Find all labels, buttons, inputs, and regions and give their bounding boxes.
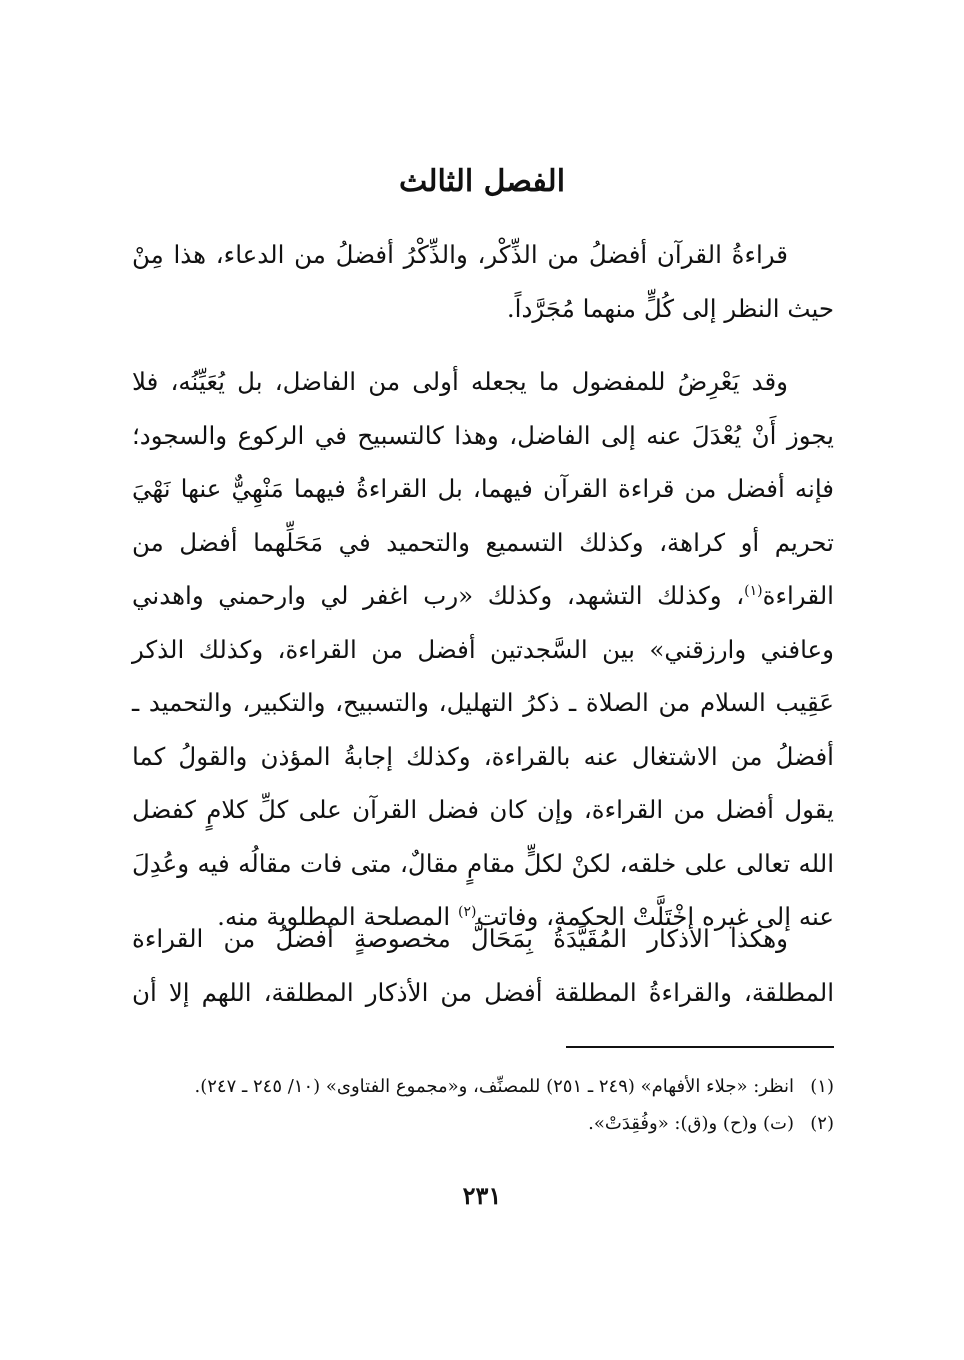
chapter-title: الفصل الثالث [398,164,566,199]
page-number: ٢٣١ [462,1181,502,1210]
paragraph-2 [132,355,834,944]
paragraph-2-text-b: ، وكذلك التشهد، وكذلك «رب اغفر لي وارحمني واهدني وعافني وارزقني» بين السَّجدتين أفضل من القراءة، وكذلك الذكر عَقِيب السلام من الصلاة ـ ذكرُ التهليل، والتسبيح، والتكبير، والتحميد ـ أفضلُ من الاشتغال عنه بالقراءة، وكذلك إجابةُ المؤذن والقولُ كما يقول أفضل من القراءة، وإن كان فضل القرآن على كلِّ كلامٍ كفضل الله تعالى على خلقه، لكنْ لكلٍّ مقامٍ مقالٌ، متى فات مقالُه فيه وعُدِلَ عنه إلى غيره اخْتَلَّتْ الحكمة، وفاتت [132,581,834,931]
footnote-2 [132,1105,834,1142]
footnotes-section [132,1068,834,1142]
footnote-text: (ت) و(ح) و(ق): «وفُقِدَتْ». [588,1113,794,1134]
footnote-number: (١) [810,1076,834,1097]
footnote-ref-1[interactable]: (١) [744,582,763,599]
footnote-number: (٢) [810,1113,834,1134]
paragraph-1: قراءةُ القرآن أفضلُ من الذِّكْر، والذِّكْرُ أفضلُ من الدعاء، هذا مِنْ حيث النظر إلى كُلٍّ منهما مُجَرَّداً. [132,240,834,323]
paragraph-2-text-c: المصلحة المطلوبة منه. [217,902,458,931]
footnote-1 [132,1068,834,1105]
footnote-ref-2[interactable]: (٢) [457,903,477,920]
footnote-separator [566,1046,834,1048]
footnote-text: انظر: «جلاء الأفهام» (٢٤٩ ـ ٢٥١) للمصنِّف، و«مجموع الفتاوى» (١٠/ ٢٤٥ ـ ٢٤٧). [194,1076,794,1097]
paragraph-3: وهكذا الأذكار المُقَيَّدَةُ بِمَحَالَّ مخصوصةٍ أفضلُ من القراءة المطلقة، والقراءةُ المطلقة أفضل من الأذكار المطلقة، اللهم إلا أن [132,924,834,1007]
paragraph-2-text-a: وقد يَعْرِضُ للمفضول ما يجعله أولى من الفاضل، بل يُعَيِّنُه، فلا يجوز أَنْ يُعْدَلَ عنه إلى الفاضل، وهذا كالتسبيح في الركوع والسجود؛ فإنه أفضل من قراءة القرآن فيهما، بل القراءةُ فيهما مَنْهِيٌّ عنها نَهْيَ تحريم أو كراهة، وكذلك التسميع والتحميد في مَحَلِّهما أفضل من القراءة [132,367,834,610]
